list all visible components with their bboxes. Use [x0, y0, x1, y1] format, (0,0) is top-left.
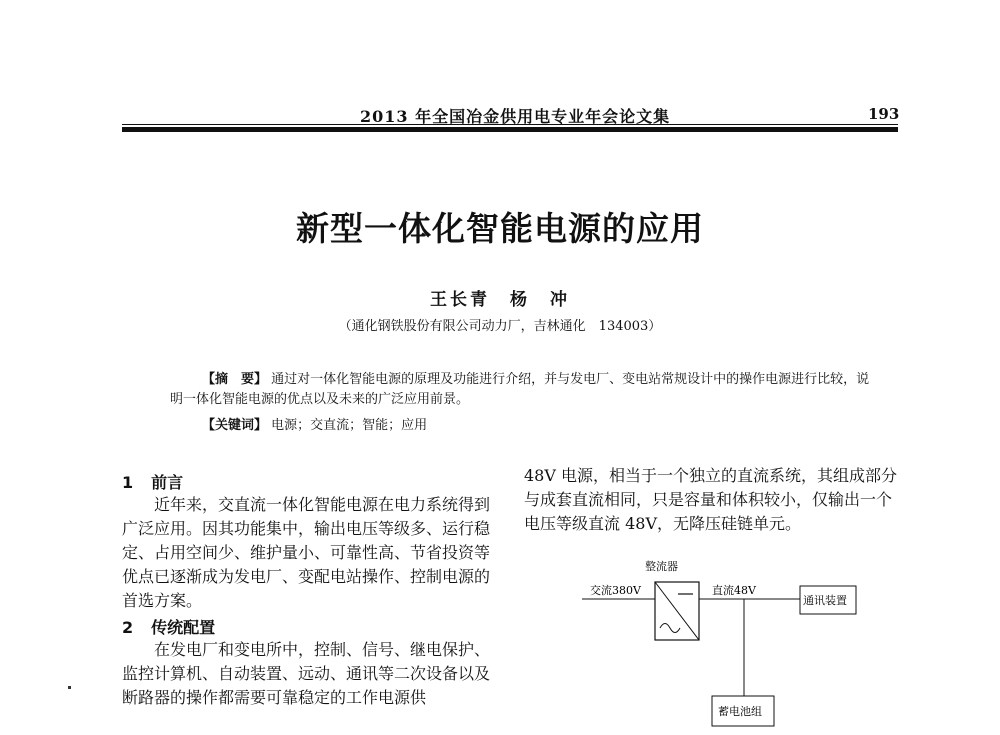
header-rule-thick [122, 127, 898, 132]
article-title: 新型一体化智能电源的应用 [296, 209, 704, 248]
comm-device-label: 通讯装置 [803, 594, 847, 607]
section-title: 前言 [151, 473, 184, 492]
section-number: 2 [122, 618, 134, 637]
section-heading-1 [122, 470, 504, 493]
section-1-paragraph: 近年来，交直流一体化智能电源在电力系统得到广泛应用。因其功能集中，输出电压等级多、运行稳定、占用空间少、维护量小、可靠性高、节省投资等优点已逐渐成为发电厂、变配电站操作、控制电源的首选方案。 [122, 495, 491, 610]
section-heading-2 [122, 615, 504, 638]
section-number: 1 [122, 473, 134, 492]
abstract-paragraph [170, 370, 870, 410]
header-rule-thin [122, 124, 898, 125]
section-2-paragraph: 在发电厂和变电所中，控制、信号、继电保护、监控计算机、自动装置、远动、通讯等二次设备以及断路器的操作都需要可靠稳定的工作电源供 [122, 640, 491, 707]
keywords-text: 电源；交直流；智能；应用 [271, 418, 428, 433]
dc-output-label: 直流48V [712, 584, 756, 597]
rectifier-diagram [560, 552, 900, 735]
article-authors: 王长青 杨 冲 [430, 290, 570, 310]
right-column-paragraph: 48V 电源，相当于一个独立的直流系统，其组成部分与成套直流相同，只是容量和体积较小，仅输出一个电压等级直流 48V，无降压硅链单元。 [524, 466, 898, 533]
keywords-line [170, 416, 870, 436]
page-number: 193 [868, 105, 900, 123]
article-affiliation: （通化钢铁股份有限公司动力厂，吉林通化 134003） [338, 319, 662, 334]
rectifier-label: 整流器 [645, 560, 678, 573]
abstract-text: 通过对一体化智能电源的原理及功能进行介绍，并与发电厂、变电站常规设计中的操作电源进行比较，说明一体化智能电源的优点以及未来的广泛应用前景。 [170, 372, 870, 407]
abstract-block [170, 370, 870, 436]
battery-label: 蓄电池组 [718, 705, 762, 718]
left-column [122, 470, 504, 710]
running-header-title: 2013 年全国冶金供用电专业年会论文集 [360, 107, 671, 126]
scan-speck [68, 686, 71, 689]
ac-input-label: 交流380V [590, 584, 641, 597]
ac-symbol-icon [660, 624, 680, 633]
section-title: 传统配置 [151, 618, 216, 637]
right-column [524, 464, 902, 536]
abstract-label: 【摘 要】 [202, 372, 268, 387]
keywords-label: 【关键词】 [202, 418, 268, 433]
